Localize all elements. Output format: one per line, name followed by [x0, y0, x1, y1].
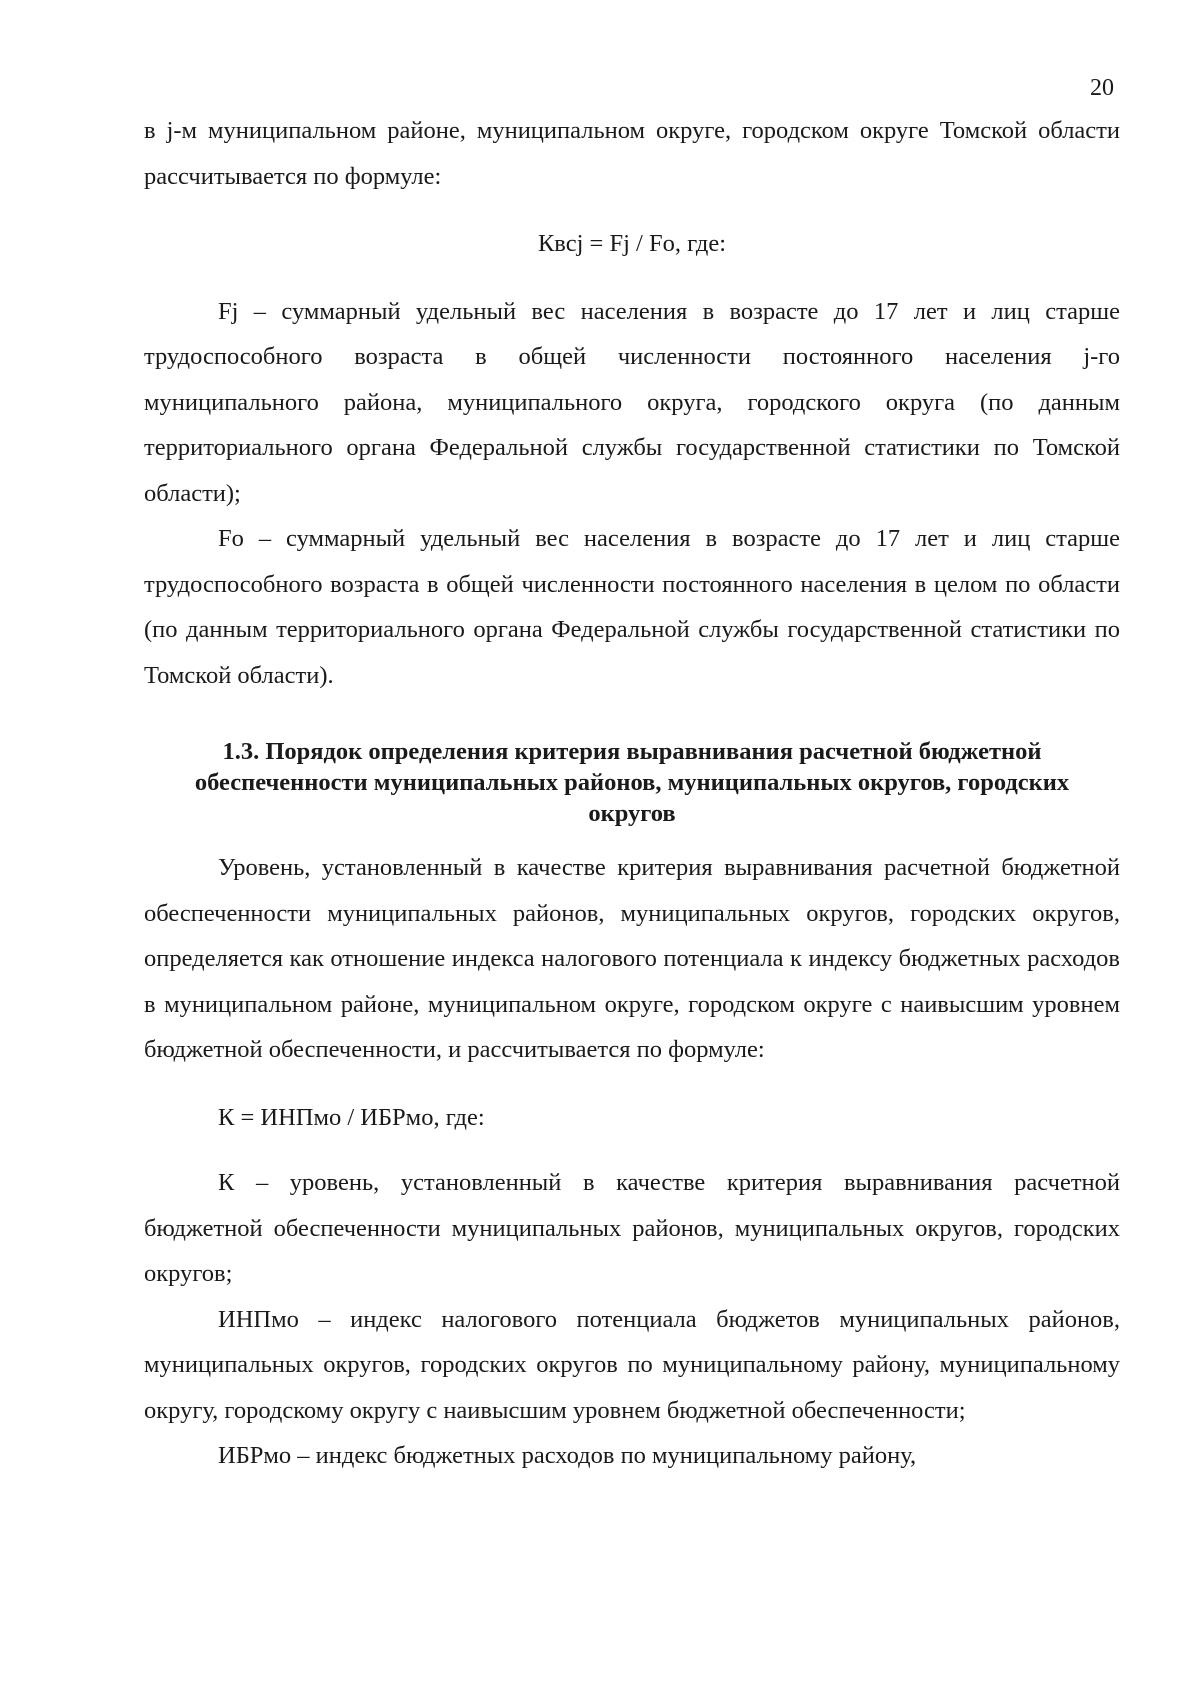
page-number: 20	[1090, 75, 1114, 101]
definition-fo: Fo – суммарный удельный вес населения в возрасте до 17 лет и лиц старше трудоспособного возраста в общей численности постоянного населения в целом по области (по данным территориального органа Федеральной службы государственной статистики по Томской области).	[144, 525, 1120, 689]
definition-inpmo: ИНПмо – индекс налогового потенциала бюджетов муниципальных районов, муниципальных округов, городских округов по муниципальному району, муниципальному округу, городскому округу с наивысшим уровнем бюджетной обеспеченности;	[144, 1305, 1120, 1424]
section-heading: 1.3. Порядок определения критерия выравнивания расчетной бюджетной обеспеченности муниципальных районов, муниципальных округов, городских округов	[194, 738, 1070, 827]
page-content	[144, 108, 1120, 1479]
definition-ibrmo: ИБРмо – индекс бюджетных расходов по муниципальному району,	[218, 1442, 917, 1469]
intro-paragraph: в j-м муниципальном районе, муниципальном округе, городском округе Томской области рассчитывается по формуле:	[144, 117, 1120, 190]
formula-k: К = ИНПмо / ИБРмо, где:	[218, 1103, 485, 1131]
definition-k: К – уровень, установленный в качестве критерия выравнивания расчетной бюджетной обеспеченности муниципальных районов, муниципальных округов, городских округов;	[144, 1169, 1120, 1287]
section-paragraph: Уровень, установленный в качестве критерия выравнивания расчетной бюджетной обеспеченности муниципальных районов, муниципальных округов, городских округов, определяется как отношение индекса налогового потенциала к индексу бюджетных расходов в муниципальном районе, муниципальном округе, городском округе с наивысшим уровнем бюджетной обеспеченности, и рассчитывается по формуле:	[144, 854, 1120, 1063]
formula-kvs: Квсj = Fj / Fo, где:	[537, 230, 727, 257]
definition-fj: Fj – суммарный удельный вес населения в возрасте до 17 лет и лиц старше трудоспособного возраста в общей численности постоянного населения j-го муниципального района, муниципального округа, городского округа (по данным территориального органа Федеральной службы государственной статистики по Томской области);	[144, 297, 1120, 507]
